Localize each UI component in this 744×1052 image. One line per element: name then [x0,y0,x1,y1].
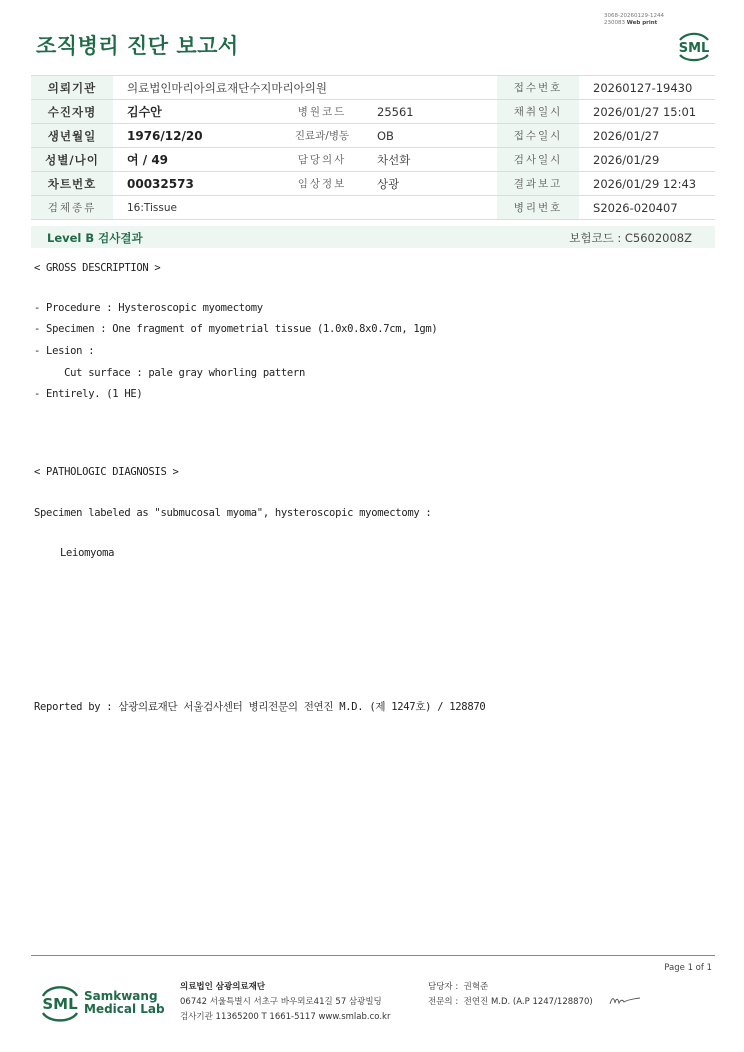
gross-line: - Procedure : Hysteroscopic myomectomy [34,302,263,314]
sml-logo-footer [38,980,82,1024]
value-clinical-info: 상광 [363,172,497,196]
label-result-report: 결과보고 [497,172,579,196]
sml-logo-top [674,28,714,62]
value-department: OB [363,124,497,148]
print-code [604,13,664,27]
staff-name: 권혁준 [463,982,489,992]
reported-by: Reported by : 삼광의료재단 서울검사센터 병리전문의 전연진 M.D. (제 1247호) / 128870 [34,701,486,713]
value-receipt-date: 2026/01/27 [579,124,715,148]
level-label: Level B 검사결과 [47,231,143,245]
value-result-report: 2026/01/29 12:43 [579,172,715,196]
label-receipt-date: 접수일시 [497,124,579,148]
gross-heading: < GROSS DESCRIPTION > [34,262,161,274]
page-number: Page 1 of 1 [664,963,712,973]
info-row [31,100,715,124]
value-chart-number: 00032573 [113,172,281,196]
value-sex-age: 여 / 49 [113,148,281,172]
org-name: 의료법인 삼광의료재단 [180,982,266,992]
footer-staff [428,980,593,1010]
gross-line: - Specimen : One fragment of myometrial tissue (1.0x0.8x0.7cm, 1gm) [34,323,438,335]
report-title: 조직병리 진단 보고서 [36,34,239,58]
label-clinical-info: 임상정보 [281,172,363,196]
diagnosis-result: Leiomyoma [60,547,115,559]
label-collection-date: 채취일시 [497,100,579,124]
lab-name-line2: Medical Lab [84,1002,165,1016]
signature-image [608,994,642,1008]
info-row [31,76,715,100]
value-patient-name: 김수안 [113,100,281,124]
insurance-code: 보험코드 : C5602008Z [569,231,692,245]
print-code-line2: 230083 [604,20,625,26]
label-birth-date: 생년월일 [31,124,113,148]
footer-address [180,980,390,1025]
value-test-date: 2026/01/29 [579,148,715,172]
value-collection-date: 2026/01/27 15:01 [579,100,715,124]
label-chart-number: 차트번호 [31,172,113,196]
label-requesting-org: 의뢰기관 [31,76,113,100]
gross-line: - Lesion : [34,345,95,357]
web-print-label: Web print [626,20,658,26]
gross-line: - Entirely. (1 HE) [34,388,143,400]
footer-divider [31,955,715,956]
info-row [31,172,715,196]
value-requesting-org: 의료법인마리아의료재단수지마리아의원 [113,76,497,100]
gross-line: Cut surface : pale gray whorling pattern [34,367,305,379]
label-test-date: 검사일시 [497,148,579,172]
contact: 검사기관 11365200 T 1661-5117 www.smlab.co.kr [180,1012,391,1022]
label-receipt-number: 접수번호 [497,76,579,100]
staff-label: 담당자 : [428,982,459,992]
value-birth-date: 1976/12/20 [113,124,281,148]
value-receipt-number: 20260127-19430 [579,76,715,100]
sml-logo-footer-text: SML [42,995,78,1013]
lab-name [84,990,165,1016]
label-specimen-type: 검체종류 [31,196,113,220]
sml-logo-top-text: SML [678,41,710,56]
info-row [31,196,715,220]
diagnosis-specimen: Specimen labeled as "submucosal myoma", hysteroscopic myomectomy : [34,507,432,519]
address: 06742 서울특별시 서초구 바우뫼로41길 57 삼광빌딩 [180,997,382,1007]
info-row [31,148,715,172]
lab-name-line1: Samkwang [84,989,158,1003]
patient-info-table [31,75,715,220]
label-doctor: 담당의사 [281,148,363,172]
specialist-name: 전연진 M.D. (A.P 1247/128870) [463,997,593,1007]
label-hospital-code: 병원코드 [281,100,363,124]
value-doctor: 차선화 [363,148,497,172]
value-pathology-number: S2026-020407 [579,196,715,220]
value-specimen-type: 16:Tissue [113,196,497,220]
value-hospital-code: 25561 [363,100,497,124]
label-sex-age: 성별/나이 [31,148,113,172]
label-department: 진료과/병동 [281,124,363,148]
print-code-line1: 3068-20260129-1244 [604,13,664,19]
specialist-label: 전문의 : [428,997,459,1007]
diagnosis-heading: < PATHOLOGIC DIAGNOSIS > [34,466,179,478]
label-pathology-number: 병리번호 [497,196,579,220]
info-row [31,124,715,148]
label-patient-name: 수진자명 [31,100,113,124]
